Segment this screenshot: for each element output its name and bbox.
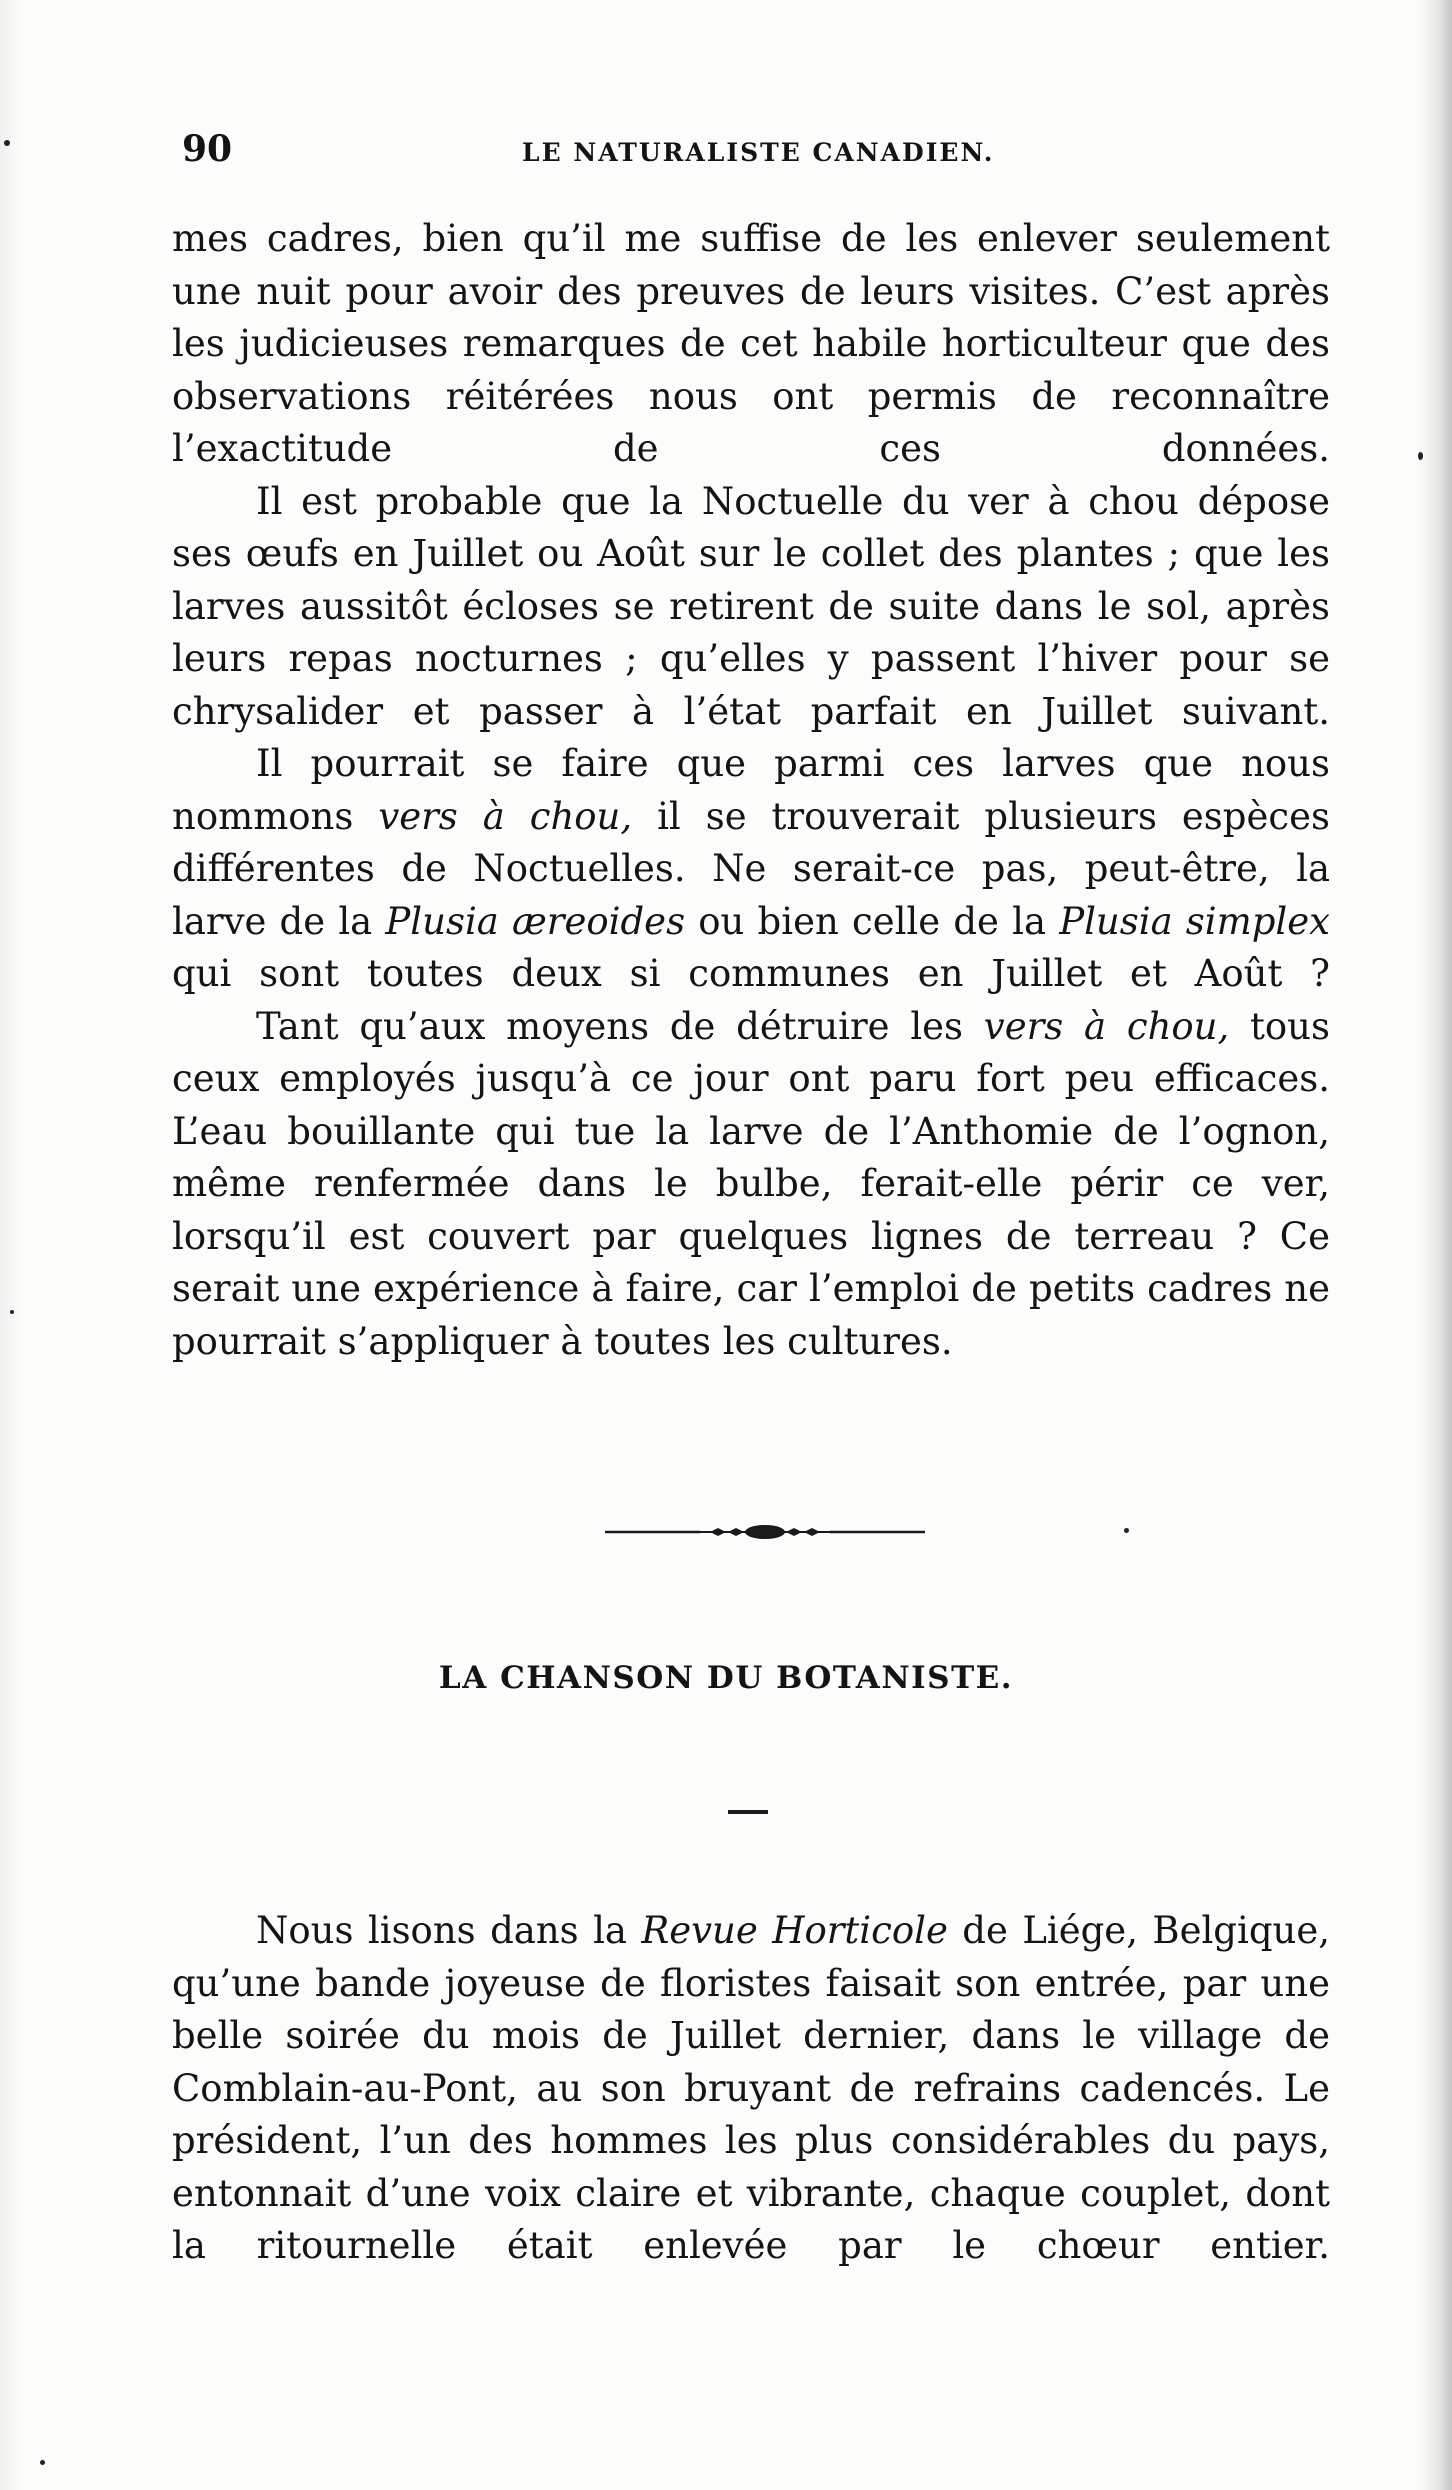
text-run: tous ceux employés jusqu’à ce jour ont paru fort peu efficaces. L’eau bouillante qui tue la larve de l’Anthomie de l’ognon, même renfermée dans le bulbe, ferait-elle périr ce ver, lorsqu’il est couvert par quelques lignes de terreau ? Ce serait une expérience à faire, car l’emploi de petits cadres ne pourrait s’appliquer à toutes les cultures. (172, 1004, 1330, 1363)
page-number: 90 (182, 128, 233, 170)
ornamental-divider (600, 1520, 930, 1544)
journal-title: LE NATURALISTE CANADIEN. (522, 138, 995, 167)
paragraph: Il est probable que la Noctuelle du ver à chou dépose ses œufs en Juillet ou Août sur le collet des plantes ; que les larves aussitôt écloses se retirent de suite dans le sol, après leurs repas nocturnes ; qu’elles y passent l’hiver pour se chrysalider et passer à l’état parfait en Juillet suivant. (172, 479, 1330, 733)
scan-speck (10, 1310, 14, 1314)
page-edge-shadow-left (0, 0, 22, 2490)
text-run: Nous lisons dans la (256, 1909, 642, 1952)
paragraph (172, 738, 1330, 1001)
paragraph: mes cadres, bien qu’il me suffise de les enlever seulement une nuit pour avoir des preuves de leurs visites. C’est après les judicieuses remarques de cet habile horticulteur que des observations réitérées nous ont permis de reconnaître l’exactitude de ces données. (172, 217, 1330, 470)
text-run: qui sont toutes deux si communes en Juillet et Août ? (172, 952, 1330, 995)
italic-term: vers à chou, (378, 794, 633, 838)
scan-speck (1418, 452, 1423, 460)
text-run: ou bien celle de la (685, 899, 1060, 943)
text-run: de Liége, Belgique, qu’une bande joyeuse de floristes faisait son entrée, par une belle soirée du mois de Juillet dernier, dans le village de Comblain-au-Pont, au son bruyant de refrains cadencés. Le président, l’un des hommes les plus considérables du pays, entonnait d’une voix claire et vibrante, chaque couplet, dont la ritournelle était enlevée par le chœur entier. (172, 1909, 1330, 2267)
italic-term: vers à chou, (983, 1004, 1230, 1048)
italic-term: Plusia simplex (1059, 899, 1330, 943)
short-rule (728, 1810, 768, 1814)
paragraph (172, 1001, 1330, 1369)
italic-term: Revue Horticole (641, 1909, 948, 1952)
article-continuation (172, 213, 1330, 1368)
article-body (172, 1905, 1330, 2273)
scan-speck (4, 140, 10, 146)
page-edge-shadow (1418, 0, 1452, 2490)
text-run: il se trouverait plusieurs espèces différentes de Noctuelles. Ne serait-ce pas, peut-être, la larve de la (172, 794, 1330, 943)
text-run: Il pourrait se faire que parmi ces larves que nous nommons (172, 742, 1330, 838)
section-title: LA CHANSON DU BOTANISTE. (438, 1660, 1014, 1696)
paragraph (172, 1905, 1330, 2273)
scan-speck (1124, 1528, 1129, 1533)
italic-term: Plusia æreoides (385, 899, 686, 943)
text-run: Tant qu’aux moyens de détruire les (256, 1004, 984, 1048)
scan-speck (40, 2460, 45, 2465)
running-head (182, 128, 1322, 178)
